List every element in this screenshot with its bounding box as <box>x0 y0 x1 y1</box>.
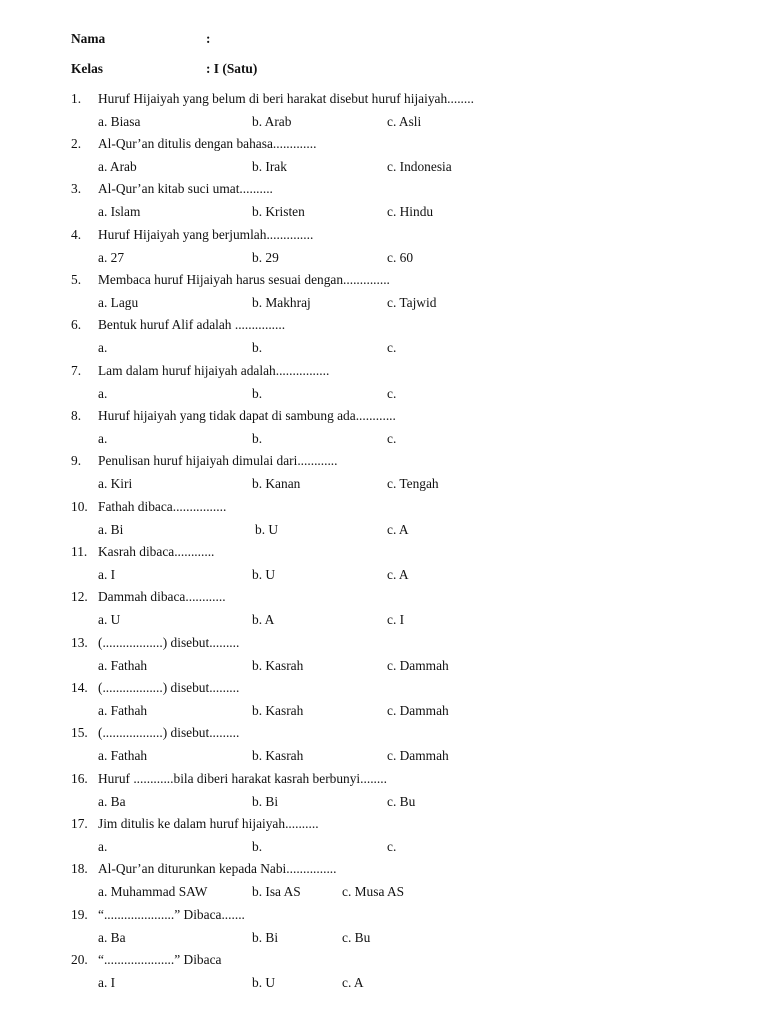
options-row <box>0 340 768 358</box>
option-b: b. Kanan <box>252 476 301 491</box>
option-a: a. I <box>98 567 116 582</box>
option-a: a. Islam <box>98 204 141 219</box>
question-row <box>0 317 768 335</box>
option-b: b. <box>252 386 263 401</box>
options-row <box>0 159 768 177</box>
question-row <box>0 952 768 970</box>
option-a: a. I <box>98 975 116 990</box>
question-row <box>0 771 768 789</box>
option-b: b. Makhraj <box>252 295 311 310</box>
option-a: a. <box>98 431 108 446</box>
question-text: Lam dalam huruf hijaiyah adalah................ <box>98 363 330 378</box>
question-row <box>0 363 768 381</box>
question-row <box>0 680 768 698</box>
option-b: b. Irak <box>252 159 287 174</box>
question-row <box>0 272 768 290</box>
question-text: Huruf ............bila diberi harakat kasrah berbunyi........ <box>98 771 387 786</box>
question-number: 8. <box>71 408 82 423</box>
option-a: a. Arab <box>98 159 137 174</box>
name-colon: : <box>206 31 211 46</box>
question-row <box>0 589 768 607</box>
question-text: Penulisan huruf hijaiyah dimulai dari............ <box>98 453 338 468</box>
option-b: b. Bi <box>252 930 279 945</box>
option-b: b. U <box>252 567 276 582</box>
option-c: c. <box>387 431 397 446</box>
options-row <box>0 295 768 313</box>
option-b: b. 29 <box>252 250 279 265</box>
option-b: b. Bi <box>252 794 279 809</box>
question-text: Jim ditulis ke dalam huruf hijaiyah.......... <box>98 816 319 831</box>
option-c: c. Tengah <box>387 476 439 491</box>
option-c: c. Bu <box>387 794 416 809</box>
question-row <box>0 816 768 834</box>
option-a: a. Muhammad SAW <box>98 884 208 899</box>
question-number: 13. <box>71 635 88 650</box>
options-row <box>0 431 768 449</box>
question-number: 14. <box>71 680 88 695</box>
option-c: c. Tajwid <box>387 295 437 310</box>
class-label: Kelas <box>71 61 103 76</box>
question-text: Membaca huruf Hijaiyah harus sesuai dengan.............. <box>98 272 390 287</box>
question-number: 19. <box>71 907 88 922</box>
option-b: b. U <box>255 522 279 537</box>
question-number: 20. <box>71 952 88 967</box>
option-b: b. Kasrah <box>252 748 304 763</box>
question-row <box>0 91 768 109</box>
question-row <box>0 544 768 562</box>
option-b: b. <box>252 340 263 355</box>
question-number: 9. <box>71 453 82 468</box>
options-row <box>0 658 768 676</box>
question-row <box>0 861 768 879</box>
question-number: 1. <box>71 91 82 106</box>
option-b: b. Kasrah <box>252 703 304 718</box>
question-text: (..................) disebut......... <box>98 635 240 650</box>
question-number: 18. <box>71 861 88 876</box>
question-row <box>0 453 768 471</box>
question-number: 7. <box>71 363 82 378</box>
option-b: b. U <box>252 975 276 990</box>
option-b: b. Kristen <box>252 204 305 219</box>
question-number: 16. <box>71 771 88 786</box>
question-text: Al-Qur’an kitab suci umat.......... <box>98 181 273 196</box>
question-row <box>0 227 768 245</box>
question-text: Fathah dibaca................ <box>98 499 227 514</box>
options-row <box>0 476 768 494</box>
option-c: c. Hindu <box>387 204 434 219</box>
options-row <box>0 612 768 630</box>
question-text: Al-Qur’an ditulis dengan bahasa............. <box>98 136 317 151</box>
option-b: b. A <box>252 612 275 627</box>
question-text: (..................) disebut......... <box>98 680 240 695</box>
class-value: : I (Satu) <box>206 61 258 76</box>
option-a: a. Biasa <box>98 114 141 129</box>
question-text: Huruf Hijaiyah yang belum di beri harakat disebut huruf hijaiyah........ <box>98 91 474 106</box>
options-row <box>0 975 768 993</box>
option-c: c. 60 <box>387 250 414 265</box>
options-row <box>0 930 768 948</box>
option-c: c. Musa AS <box>342 884 405 899</box>
option-b: b. Isa AS <box>252 884 301 899</box>
option-c: c. Dammah <box>387 658 449 673</box>
question-number: 10. <box>71 499 88 514</box>
option-c: c. Bu <box>342 930 371 945</box>
option-c: c. Indonesia <box>387 159 452 174</box>
question-text: Dammah dibaca............ <box>98 589 226 604</box>
question-text: Huruf Hijaiyah yang berjumlah.............. <box>98 227 314 242</box>
options-row <box>0 204 768 222</box>
options-row <box>0 567 768 585</box>
question-text: “.....................” Dibaca....... <box>98 907 245 922</box>
options-row <box>0 748 768 766</box>
options-row <box>0 794 768 812</box>
option-a: a. <box>98 386 108 401</box>
question-row <box>0 725 768 743</box>
question-number: 2. <box>71 136 82 151</box>
option-b: b. <box>252 431 263 446</box>
question-row <box>0 907 768 925</box>
option-c: c. <box>387 839 397 854</box>
option-c: c. A <box>342 975 364 990</box>
options-row <box>0 839 768 857</box>
question-number: 15. <box>71 725 88 740</box>
options-row <box>0 522 768 540</box>
options-row <box>0 386 768 404</box>
options-row <box>0 884 768 902</box>
question-row <box>0 181 768 199</box>
option-a: a. Fathah <box>98 658 148 673</box>
option-a: a. Bi <box>98 522 124 537</box>
question-number: 12. <box>71 589 88 604</box>
options-row <box>0 250 768 268</box>
option-a: a. Ba <box>98 794 126 809</box>
name-label: Nama <box>71 31 106 46</box>
option-a: a. 27 <box>98 250 125 265</box>
question-row <box>0 136 768 154</box>
option-a: a. Fathah <box>98 748 148 763</box>
option-c: c. I <box>387 612 405 627</box>
question-row <box>0 635 768 653</box>
option-c: c. A <box>387 567 409 582</box>
question-text: Huruf hijaiyah yang tidak dapat di sambung ada............ <box>98 408 396 423</box>
option-b: b. <box>252 839 263 854</box>
question-number: 11. <box>71 544 88 559</box>
question-row <box>0 499 768 517</box>
question-text: (..................) disebut......... <box>98 725 240 740</box>
option-a: a. Ba <box>98 930 126 945</box>
option-c: c. Asli <box>387 114 422 129</box>
option-a: a. U <box>98 612 121 627</box>
option-c: c. <box>387 340 397 355</box>
question-number: 4. <box>71 227 82 242</box>
option-a: a. <box>98 839 108 854</box>
option-c: c. A <box>387 522 409 537</box>
question-text: Al-Qur’an diturunkan kepada Nabi............... <box>98 861 337 876</box>
question-number: 17. <box>71 816 88 831</box>
question-row <box>0 408 768 426</box>
option-a: a. Lagu <box>98 295 139 310</box>
question-text: Kasrah dibaca............ <box>98 544 215 559</box>
option-c: c. <box>387 386 397 401</box>
question-number: 3. <box>71 181 82 196</box>
question-number: 6. <box>71 317 82 332</box>
option-a: a. <box>98 340 108 355</box>
option-c: c. Dammah <box>387 748 449 763</box>
option-a: a. Fathah <box>98 703 148 718</box>
options-row <box>0 703 768 721</box>
option-a: a. Kiri <box>98 476 133 491</box>
option-b: b. Kasrah <box>252 658 304 673</box>
option-c: c. Dammah <box>387 703 449 718</box>
question-text: “.....................” Dibaca <box>98 952 222 967</box>
option-b: b. Arab <box>252 114 292 129</box>
question-text: Bentuk huruf Alif adalah ............... <box>98 317 286 332</box>
options-row <box>0 114 768 132</box>
question-number: 5. <box>71 272 82 287</box>
